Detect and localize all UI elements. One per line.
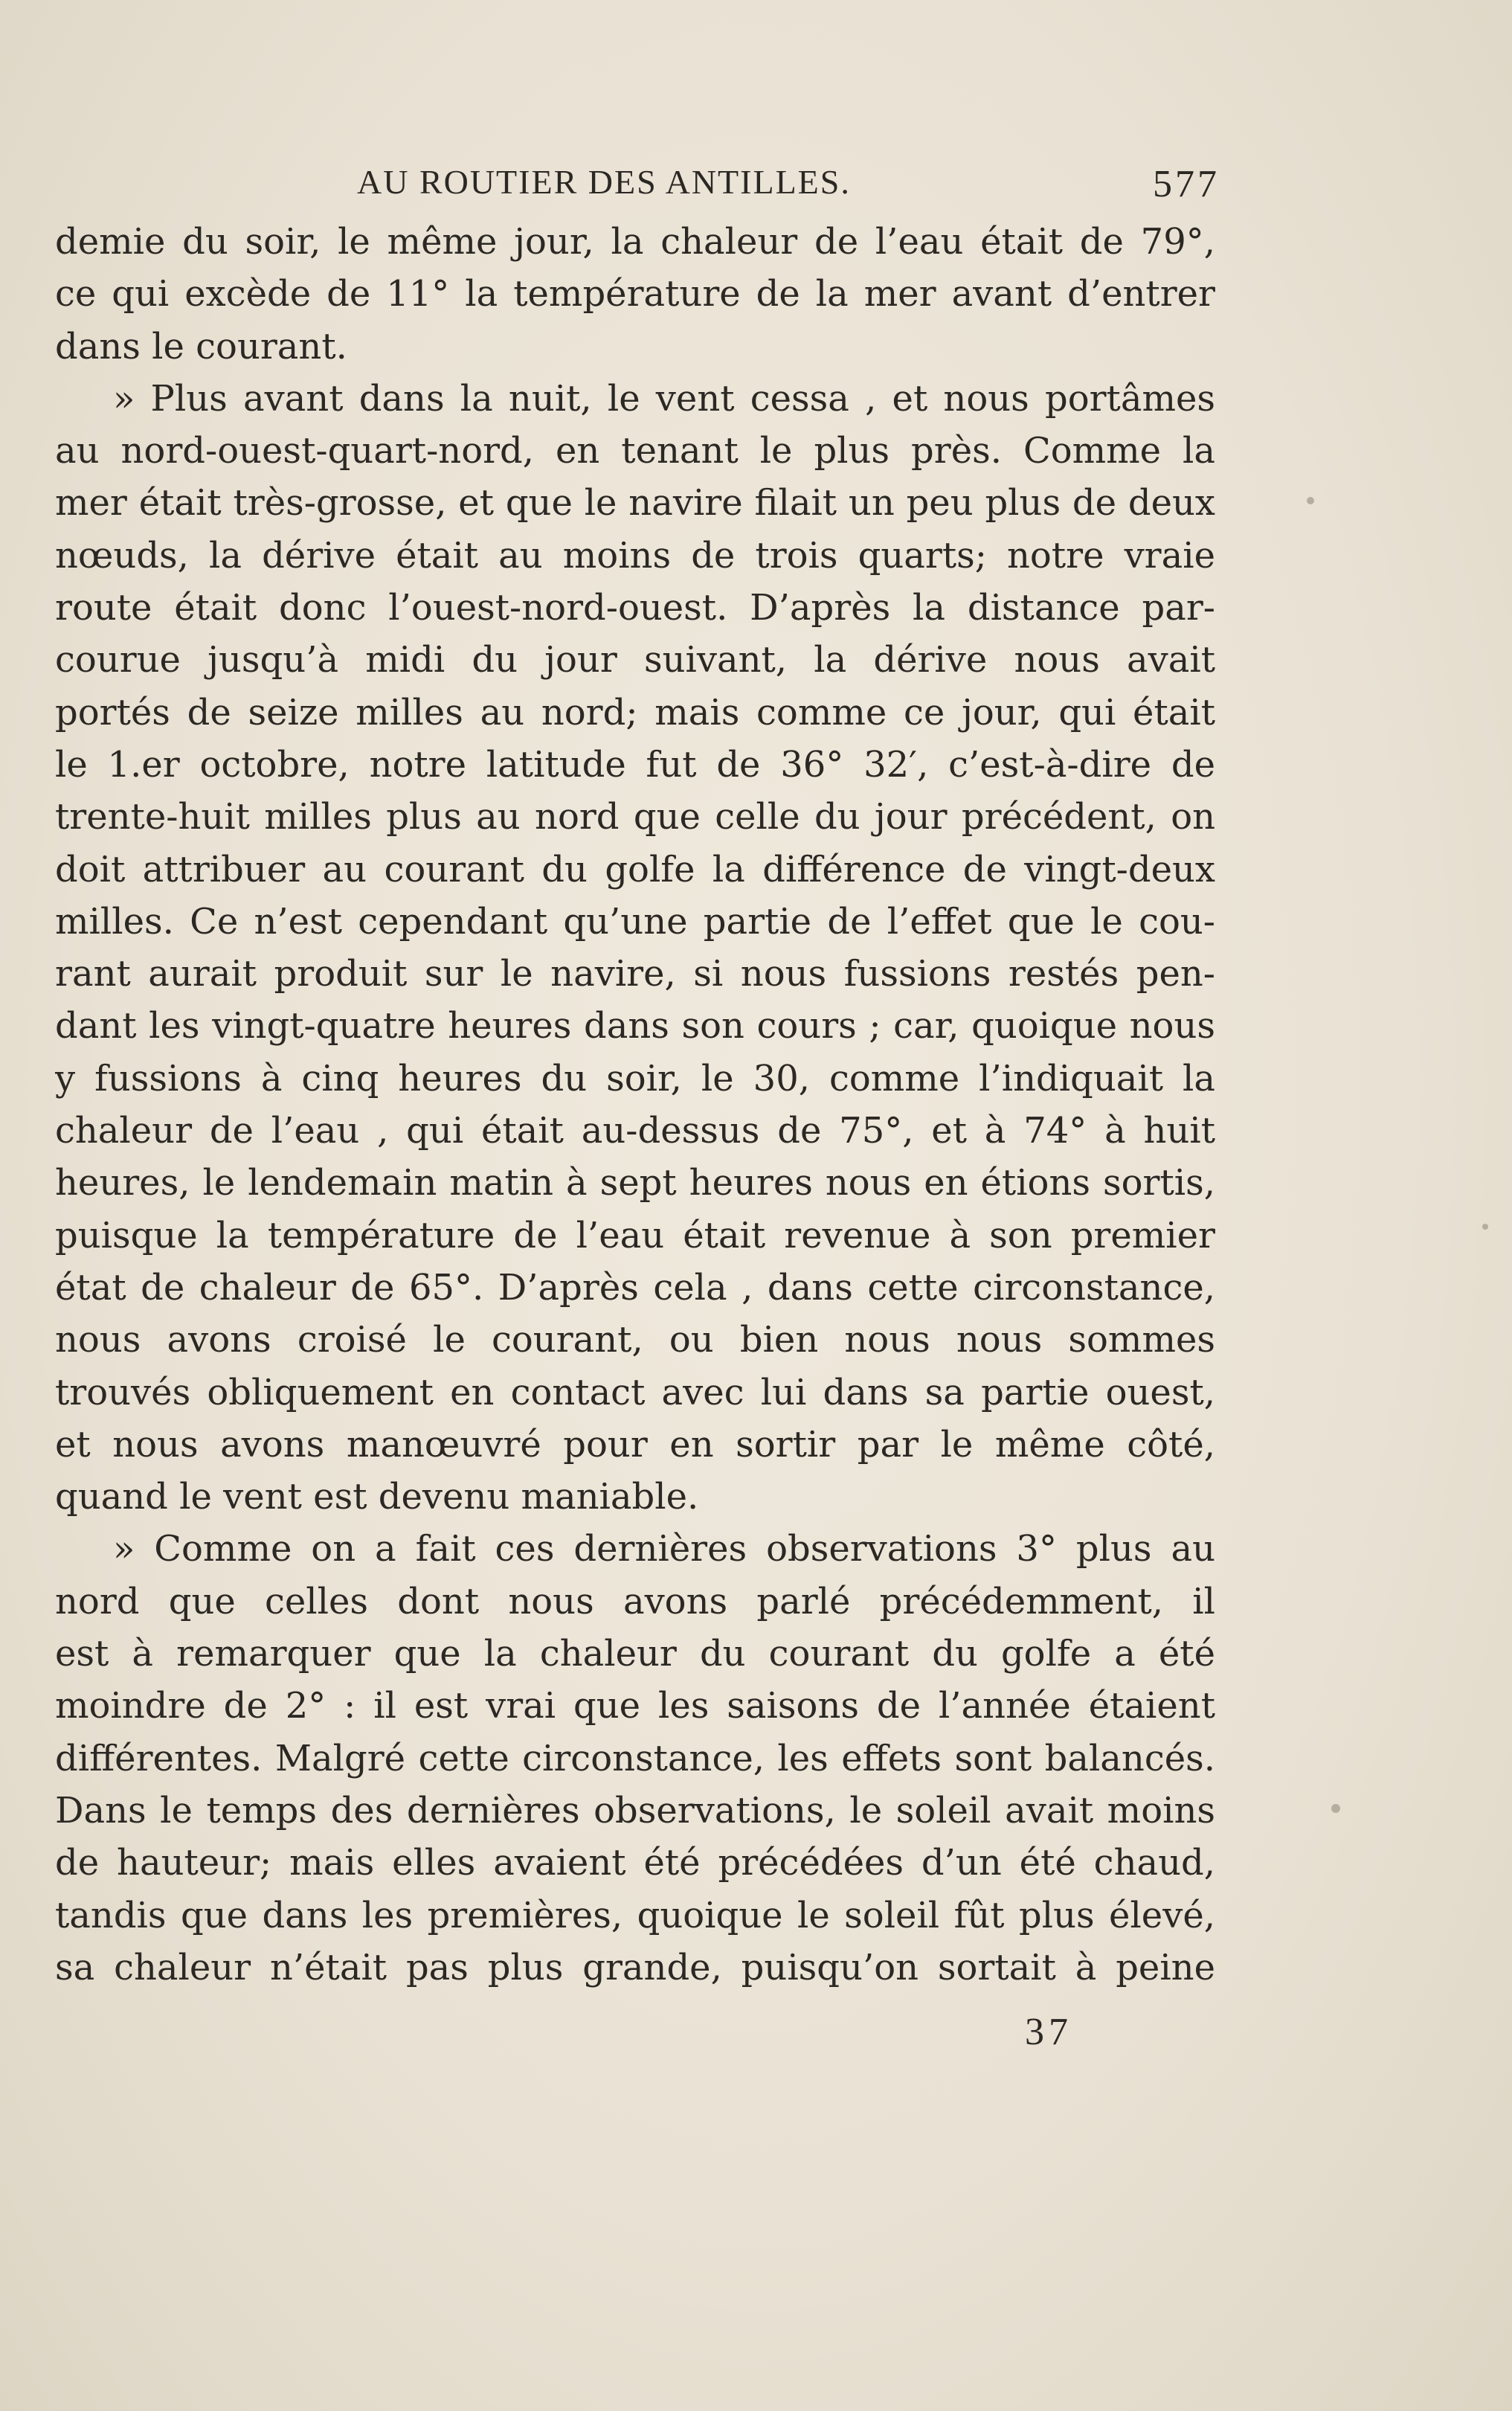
- text-line: y fussions à cinq heures du soir, le 30, comme l’indiquait la: [55, 1057, 1215, 1099]
- text-line: au nord-ouest-quart-nord, en tenant le plus près. Comme la: [55, 430, 1215, 472]
- paper-speck: [1482, 1224, 1488, 1230]
- text-line: différentes. Malgré cette circonstance, les effets sont balancés.: [55, 1737, 1215, 1779]
- text-line: trouvés obliquement en contact avec lui dans sa partie ouest,: [55, 1371, 1215, 1413]
- text-line: sa chaleur n’était pas plus grande, puisqu’on sortait à peine: [55, 1946, 1215, 1988]
- text-line: est à remarquer que la chaleur du courant du golfe a été: [55, 1633, 1215, 1675]
- text-line: demie du soir, le même jour, la chaleur de l’eau était de 79°,: [55, 221, 1215, 263]
- running-title: AU ROUTIER DES ANTILLES.: [357, 163, 851, 201]
- text-line: rant aurait produit sur le navire, si nous fussions restés pen-: [55, 953, 1215, 995]
- text-line: » Comme on a fait ces dernières observations 3° plus au: [113, 1528, 1215, 1570]
- text-line: ce qui excède de 11° la température de la mer avant d’entrer: [55, 273, 1215, 315]
- text-line: nœuds, la dérive était au moins de trois quarts; notre vraie: [55, 534, 1215, 577]
- text-line: de hauteur; mais elles avaient été précédées d’un été chaud,: [55, 1842, 1215, 1884]
- body-text: [55, 216, 1215, 1994]
- text-line: » Plus avant dans la nuit, le vent cessa , et nous portâmes: [113, 377, 1215, 420]
- text-line: nous avons croisé le courant, ou bien nous nous sommes: [55, 1319, 1215, 1361]
- text-line: dans le courant.: [55, 325, 347, 367]
- text-line: état de chaleur de 65°. D’après cela , dans cette circonstance,: [55, 1266, 1215, 1309]
- paper-speck: [1331, 1804, 1340, 1813]
- text-line: puisque la température de l’eau était revenue à son premier: [55, 1214, 1215, 1256]
- text-line: quand le vent est devenu maniable.: [55, 1476, 699, 1518]
- paper-speck: [1307, 497, 1314, 504]
- page-number: 577: [1153, 163, 1220, 205]
- text-line: dant les vingt-quatre heures dans son cours ; car, quoique nous: [55, 1005, 1215, 1047]
- text-line: et nous avons manœuvré pour en sortir par le même côté,: [55, 1423, 1215, 1465]
- text-line: nord que celles dont nous avons parlé précédemment, il: [55, 1580, 1215, 1622]
- text-line: trente-huit milles plus au nord que celle du jour précédent, on: [55, 796, 1215, 838]
- text-line: Dans le temps des dernières observations, le soleil avait moins: [55, 1789, 1215, 1831]
- text-line: portés de seize milles au nord; mais comme ce jour, qui était: [55, 691, 1215, 733]
- text-line: milles. Ce n’est cependant qu’une partie de l’effet que le cou-: [55, 900, 1215, 943]
- text-line: chaleur de l’eau , qui était au-dessus de 75°, et à 74° à huit: [55, 1110, 1215, 1152]
- signature-mark: 37: [1025, 2011, 1072, 2053]
- text-line: tandis que dans les premières, quoique le soleil fût plus élevé,: [55, 1894, 1215, 1936]
- text-line: courue jusqu’à midi du jour suivant, la dérive nous avait: [55, 639, 1215, 681]
- text-line: moindre de 2° : il est vrai que les saisons de l’année étaient: [55, 1685, 1215, 1727]
- text-line: doit attribuer au courant du golfe la différence de vingt-deux: [55, 848, 1215, 890]
- text-line: heures, le lendemain matin à sept heures nous en étions sortis,: [55, 1162, 1215, 1204]
- text-line: mer était très-grosse, et que le navire filait un peu plus de deux: [55, 482, 1215, 524]
- text-line: le 1.er octobre, notre latitude fut de 36° 32′, c’est-à-dire de: [55, 743, 1215, 786]
- running-header: [357, 162, 1220, 214]
- text-line: route était donc l’ouest-nord-ouest. D’après la distance par-: [55, 587, 1215, 629]
